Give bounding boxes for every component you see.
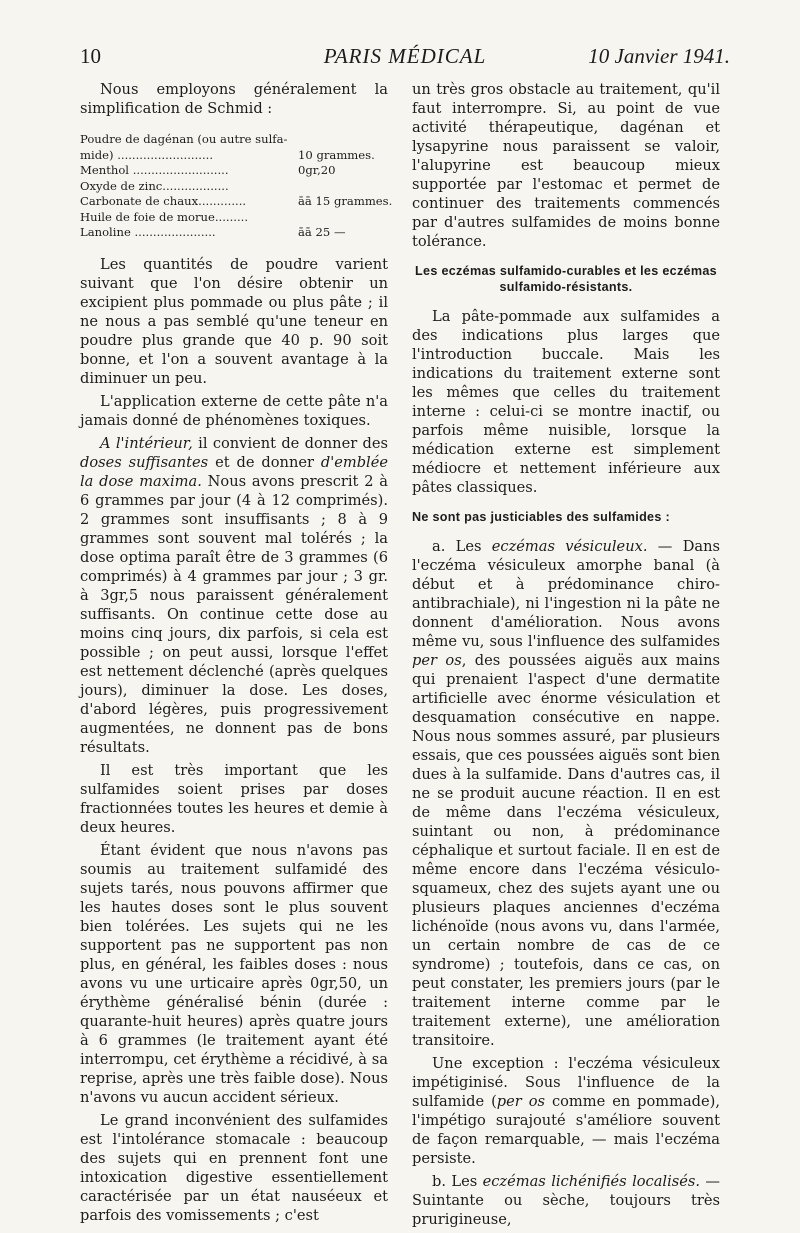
journal-title: PARIS MÉDICAL	[323, 44, 487, 68]
left-column	[80, 80, 393, 1229]
right-column	[412, 80, 720, 1233]
formula-table	[80, 132, 393, 241]
page-header	[80, 44, 730, 72]
paragraph: un très gros obstacle au traitement, qu'il faut interrompre. Si, au point de vue activité thérapeutique, dagénan et lysapyrine nous paraissent se valoir, l'alupyrine est beaucoup mieux supportée par l'estomac et permet de continuer des traitements commencés par d'autres sulfamides de moins bonne tolérance.	[412, 81, 720, 250]
formula-row: mide) .......................... 10 grammes.	[80, 147, 375, 162]
formula-row: Poudre de dagénan (ou autre sulfa-	[80, 132, 288, 146]
paragraph: Étant évident que nous n'avons pas soumis au traitement sulfamidé des sujets tarés, nous pouvons affirmer que les hautes doses sont le plus souvent bien tolérées. Les sujets qui ne les supportent pas ne supportent pas non plus, en général, les faibles doses : nous avons vu une urticaire après 0gr,50, un érythème généralisé bénin (durée : quarante-huit heures) après quatre jours à 6 grammes (le traitement ayant été interrompu, cet érythème a récidivé, à sa reprise, après une très faible dose). Nous n'avons vu aucun accident sérieux.	[80, 841, 388, 1106]
paragraph: Il est très important que les sulfamides soient prises par doses fractionnées toutes les heures et demie à deux heures.	[80, 761, 388, 836]
paragraph: a. Les eczémas vésiculeux. — Dans l'eczéma vésiculeux amorphe banal (à début et à prédominance chiro-antibrachiale), ni l'ingestion ni la pâte ne donnent d'amélioration. Nous avons même vu, sous l'influence des sulfamides per os, des poussées aiguës aux mains qui prenaient l'aspect d'une dermatite artificielle avec énorme vésiculation et desquamation consécutive en nappe. Nous nous sommes assuré, par plusieurs essais, que ces poussées aiguës sont bien dues à la sulfamide. Dans d'autres cas, il ne se produit aucune réaction. Il en est de même dans l'eczéma vésiculeux, suintant ou non, à prédominance céphalique et surtout faciale. Il en est de même encore dans l'eczéma vésiculo-squameux, chez des sujets ayant une ou plusieurs plaques anciennes d'eczéma lichénoïde (nous avons vu, dans l'armée, un certain nombre de cas de ce syndrome) ; toutefois, dans ce cas, on peut constater, les premiers jours (par le traitement interne comme par le traitement externe), une amélioration transitoire.	[412, 538, 720, 1049]
page-number: 10	[80, 44, 101, 68]
paragraph: Nous employons généralement la simplification de Schmid :	[80, 81, 388, 117]
section-heading: Ne sont pas justiciables des sulfamides :	[412, 510, 670, 524]
paragraph: b. Les eczémas lichénifiés localisés. — Suintante ou sèche, toujours très prurigineuse,	[412, 1173, 721, 1228]
formula-row: Huile de foie de morue.........	[80, 209, 249, 224]
formula-row: Lanoline ...................... āā 25 —	[80, 225, 346, 239]
formula-row: Menthol .......................... 0gr,20	[80, 163, 336, 177]
paragraph: L'application externe de cette pâte n'a jamais donné de phénomènes toxiques.	[80, 392, 388, 429]
formula-row: Oxyde de zinc..................	[80, 178, 229, 193]
paragraph: Le grand inconvénient des sulfamides est l'intolérance stomacale : beaucoup des sujets qui en prennent font une intoxication digestive essentiellement caractérisée par un état nauséeux et parfois des vomissements ; c'est	[80, 1111, 388, 1224]
paragraph: Une exception : l'eczéma vésiculeux impétiginisé. Sous l'influence de la sulfamide (per os comme en pommade), l'impétigo surajouté s'améliore souvent de façon remarquable, — mais l'eczéma persiste.	[412, 1055, 720, 1167]
paragraph: A l'intérieur, il convient de donner des doses suffisantes et de donner d'emblée la dose maxima. Nous avons prescrit 2 à 6 grammes par jour (4 à 12 comprimés). 2 grammes sont insuffisants ; 8 à 9 grammes sont souvent mal tolérés ; la dose optima paraît être de 3 grammes (6 comprimés) à 4 grammes par jour ; 3 gr. à 3gr,5 nous paraissent généralement suffisants. On continue cette dose au moins cinq jours, dix parfois, si cela est possible ; on peut aussi, lorsque l'effet est nettement déclenché (après quelques jours), diminuer la dose. Les doses, d'abord légères, puis progressivement augmentées, ne donnent pas de bons résultats.	[80, 434, 389, 756]
paragraph: La pâte-pommade aux sulfamides a des indications plus larges que l'introduction buccale. Mais les indications du traitement externe sont les mêmes que celles du traitement interne : celui-ci se montre inactif, ou parfois même nuisible, lorsque la médication externe est simplement médiocre et nettement inférieure aux pâtes classiques.	[412, 308, 720, 496]
paragraph: Les quantités de poudre varient suivant que l'on désire obtenir un excipient plus pommade ou plus pâte ; il ne nous a pas semblé qu'une teneur en poudre plus grande que 40 p. 90 soit bonne, et l'on a souvent avantage à la diminuer un peu.	[80, 255, 388, 387]
formula-row: Carbonate de chaux............. āā 15 grammes.	[80, 194, 393, 208]
issue-date: 10 Janvier 1941.	[588, 44, 730, 68]
section-heading: Les eczémas sulfamido-curables et les eczémas sulfamido-résistants.	[415, 264, 717, 294]
